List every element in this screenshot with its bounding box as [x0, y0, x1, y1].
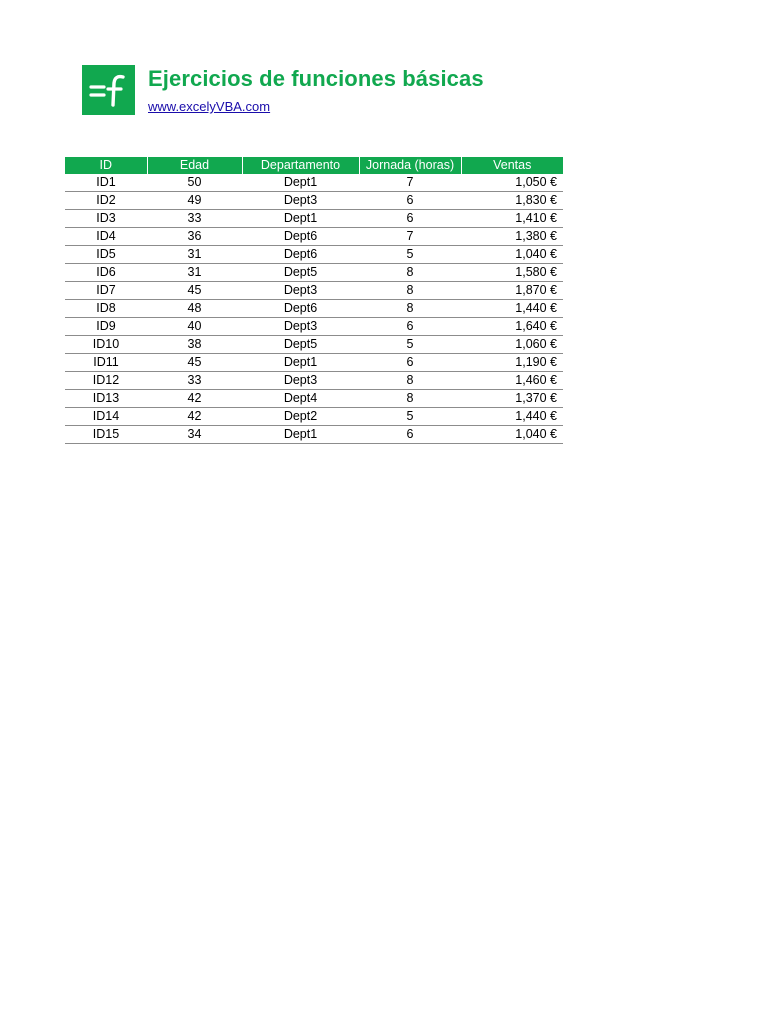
cell-departamento: Dept3 — [242, 192, 359, 210]
table-row — [65, 390, 563, 408]
cell-departamento: Dept6 — [242, 300, 359, 318]
cell-ventas: 1,190 € — [461, 354, 563, 372]
cell-ventas: 1,370 € — [461, 390, 563, 408]
cell-ventas: 1,440 € — [461, 408, 563, 426]
cell-ventas: 1,640 € — [461, 318, 563, 336]
cell-edad: 36 — [147, 228, 242, 246]
header-edad: Edad — [147, 157, 242, 174]
cell-jornada: 6 — [359, 354, 461, 372]
cell-ventas: 1,040 € — [461, 246, 563, 264]
cell-edad: 45 — [147, 354, 242, 372]
cell-edad: 42 — [147, 408, 242, 426]
cell-departamento: Dept4 — [242, 390, 359, 408]
cell-id: ID10 — [65, 336, 147, 354]
cell-edad: 38 — [147, 336, 242, 354]
table-row — [65, 408, 563, 426]
cell-departamento: Dept6 — [242, 246, 359, 264]
table-header-row — [65, 157, 563, 174]
cell-ventas: 1,460 € — [461, 372, 563, 390]
cell-edad: 34 — [147, 426, 242, 444]
cell-id: ID1 — [65, 174, 147, 192]
cell-edad: 42 — [147, 390, 242, 408]
cell-jornada: 5 — [359, 408, 461, 426]
cell-id: ID2 — [65, 192, 147, 210]
cell-edad: 48 — [147, 300, 242, 318]
header-id: ID — [65, 157, 147, 174]
cell-departamento: Dept2 — [242, 408, 359, 426]
cell-edad: 45 — [147, 282, 242, 300]
cell-departamento: Dept1 — [242, 174, 359, 192]
cell-id: ID12 — [65, 372, 147, 390]
cell-departamento: Dept3 — [242, 372, 359, 390]
cell-jornada: 8 — [359, 264, 461, 282]
cell-edad: 33 — [147, 372, 242, 390]
cell-edad: 31 — [147, 246, 242, 264]
cell-departamento: Dept1 — [242, 210, 359, 228]
table-row — [65, 282, 563, 300]
cell-departamento: Dept3 — [242, 318, 359, 336]
header-jornada: Jornada (horas) — [359, 157, 461, 174]
cell-ventas: 1,050 € — [461, 174, 563, 192]
cell-departamento: Dept3 — [242, 282, 359, 300]
cell-edad: 50 — [147, 174, 242, 192]
cell-edad: 31 — [147, 264, 242, 282]
cell-jornada: 5 — [359, 246, 461, 264]
cell-id: ID13 — [65, 390, 147, 408]
cell-id: ID7 — [65, 282, 147, 300]
cell-edad: 49 — [147, 192, 242, 210]
cell-id: ID8 — [65, 300, 147, 318]
table-row — [65, 228, 563, 246]
cell-jornada: 6 — [359, 426, 461, 444]
data-table — [65, 157, 563, 444]
cell-departamento: Dept1 — [242, 426, 359, 444]
cell-id: ID4 — [65, 228, 147, 246]
table-row — [65, 246, 563, 264]
cell-id: ID6 — [65, 264, 147, 282]
table-row — [65, 174, 563, 192]
cell-departamento: Dept5 — [242, 264, 359, 282]
cell-ventas: 1,440 € — [461, 300, 563, 318]
cell-jornada: 5 — [359, 336, 461, 354]
cell-ventas: 1,410 € — [461, 210, 563, 228]
page-title: Ejercicios de funciones básicas — [148, 66, 484, 91]
cell-ventas: 1,830 € — [461, 192, 563, 210]
cell-id: ID9 — [65, 318, 147, 336]
table-row — [65, 300, 563, 318]
cell-ventas: 1,380 € — [461, 228, 563, 246]
header-ventas: Ventas — [461, 157, 563, 174]
cell-jornada: 8 — [359, 300, 461, 318]
cell-id: ID11 — [65, 354, 147, 372]
table-row — [65, 426, 563, 444]
header-departamento: Departamento — [242, 157, 359, 174]
cell-edad: 40 — [147, 318, 242, 336]
equals-f-logo-icon — [82, 65, 135, 115]
cell-jornada: 8 — [359, 372, 461, 390]
table-row — [65, 210, 563, 228]
cell-departamento: Dept5 — [242, 336, 359, 354]
table-body — [65, 174, 563, 444]
cell-jornada: 7 — [359, 228, 461, 246]
cell-ventas: 1,040 € — [461, 426, 563, 444]
table-row — [65, 336, 563, 354]
table-row — [65, 354, 563, 372]
cell-edad: 33 — [147, 210, 242, 228]
table-row — [65, 318, 563, 336]
cell-id: ID14 — [65, 408, 147, 426]
cell-id: ID15 — [65, 426, 147, 444]
cell-jornada: 8 — [359, 282, 461, 300]
table-row — [65, 372, 563, 390]
table-row — [65, 264, 563, 282]
website-link[interactable]: www.excelyVBA.com — [148, 99, 271, 114]
cell-jornada: 8 — [359, 390, 461, 408]
table-row — [65, 192, 563, 210]
cell-jornada: 6 — [359, 210, 461, 228]
cell-id: ID5 — [65, 246, 147, 264]
cell-departamento: Dept1 — [242, 354, 359, 372]
cell-jornada: 6 — [359, 318, 461, 336]
cell-ventas: 1,580 € — [461, 264, 563, 282]
cell-jornada: 7 — [359, 174, 461, 192]
cell-departamento: Dept6 — [242, 228, 359, 246]
cell-id: ID3 — [65, 210, 147, 228]
cell-ventas: 1,870 € — [461, 282, 563, 300]
cell-ventas: 1,060 € — [461, 336, 563, 354]
cell-jornada: 6 — [359, 192, 461, 210]
logo-glyph — [82, 65, 135, 115]
